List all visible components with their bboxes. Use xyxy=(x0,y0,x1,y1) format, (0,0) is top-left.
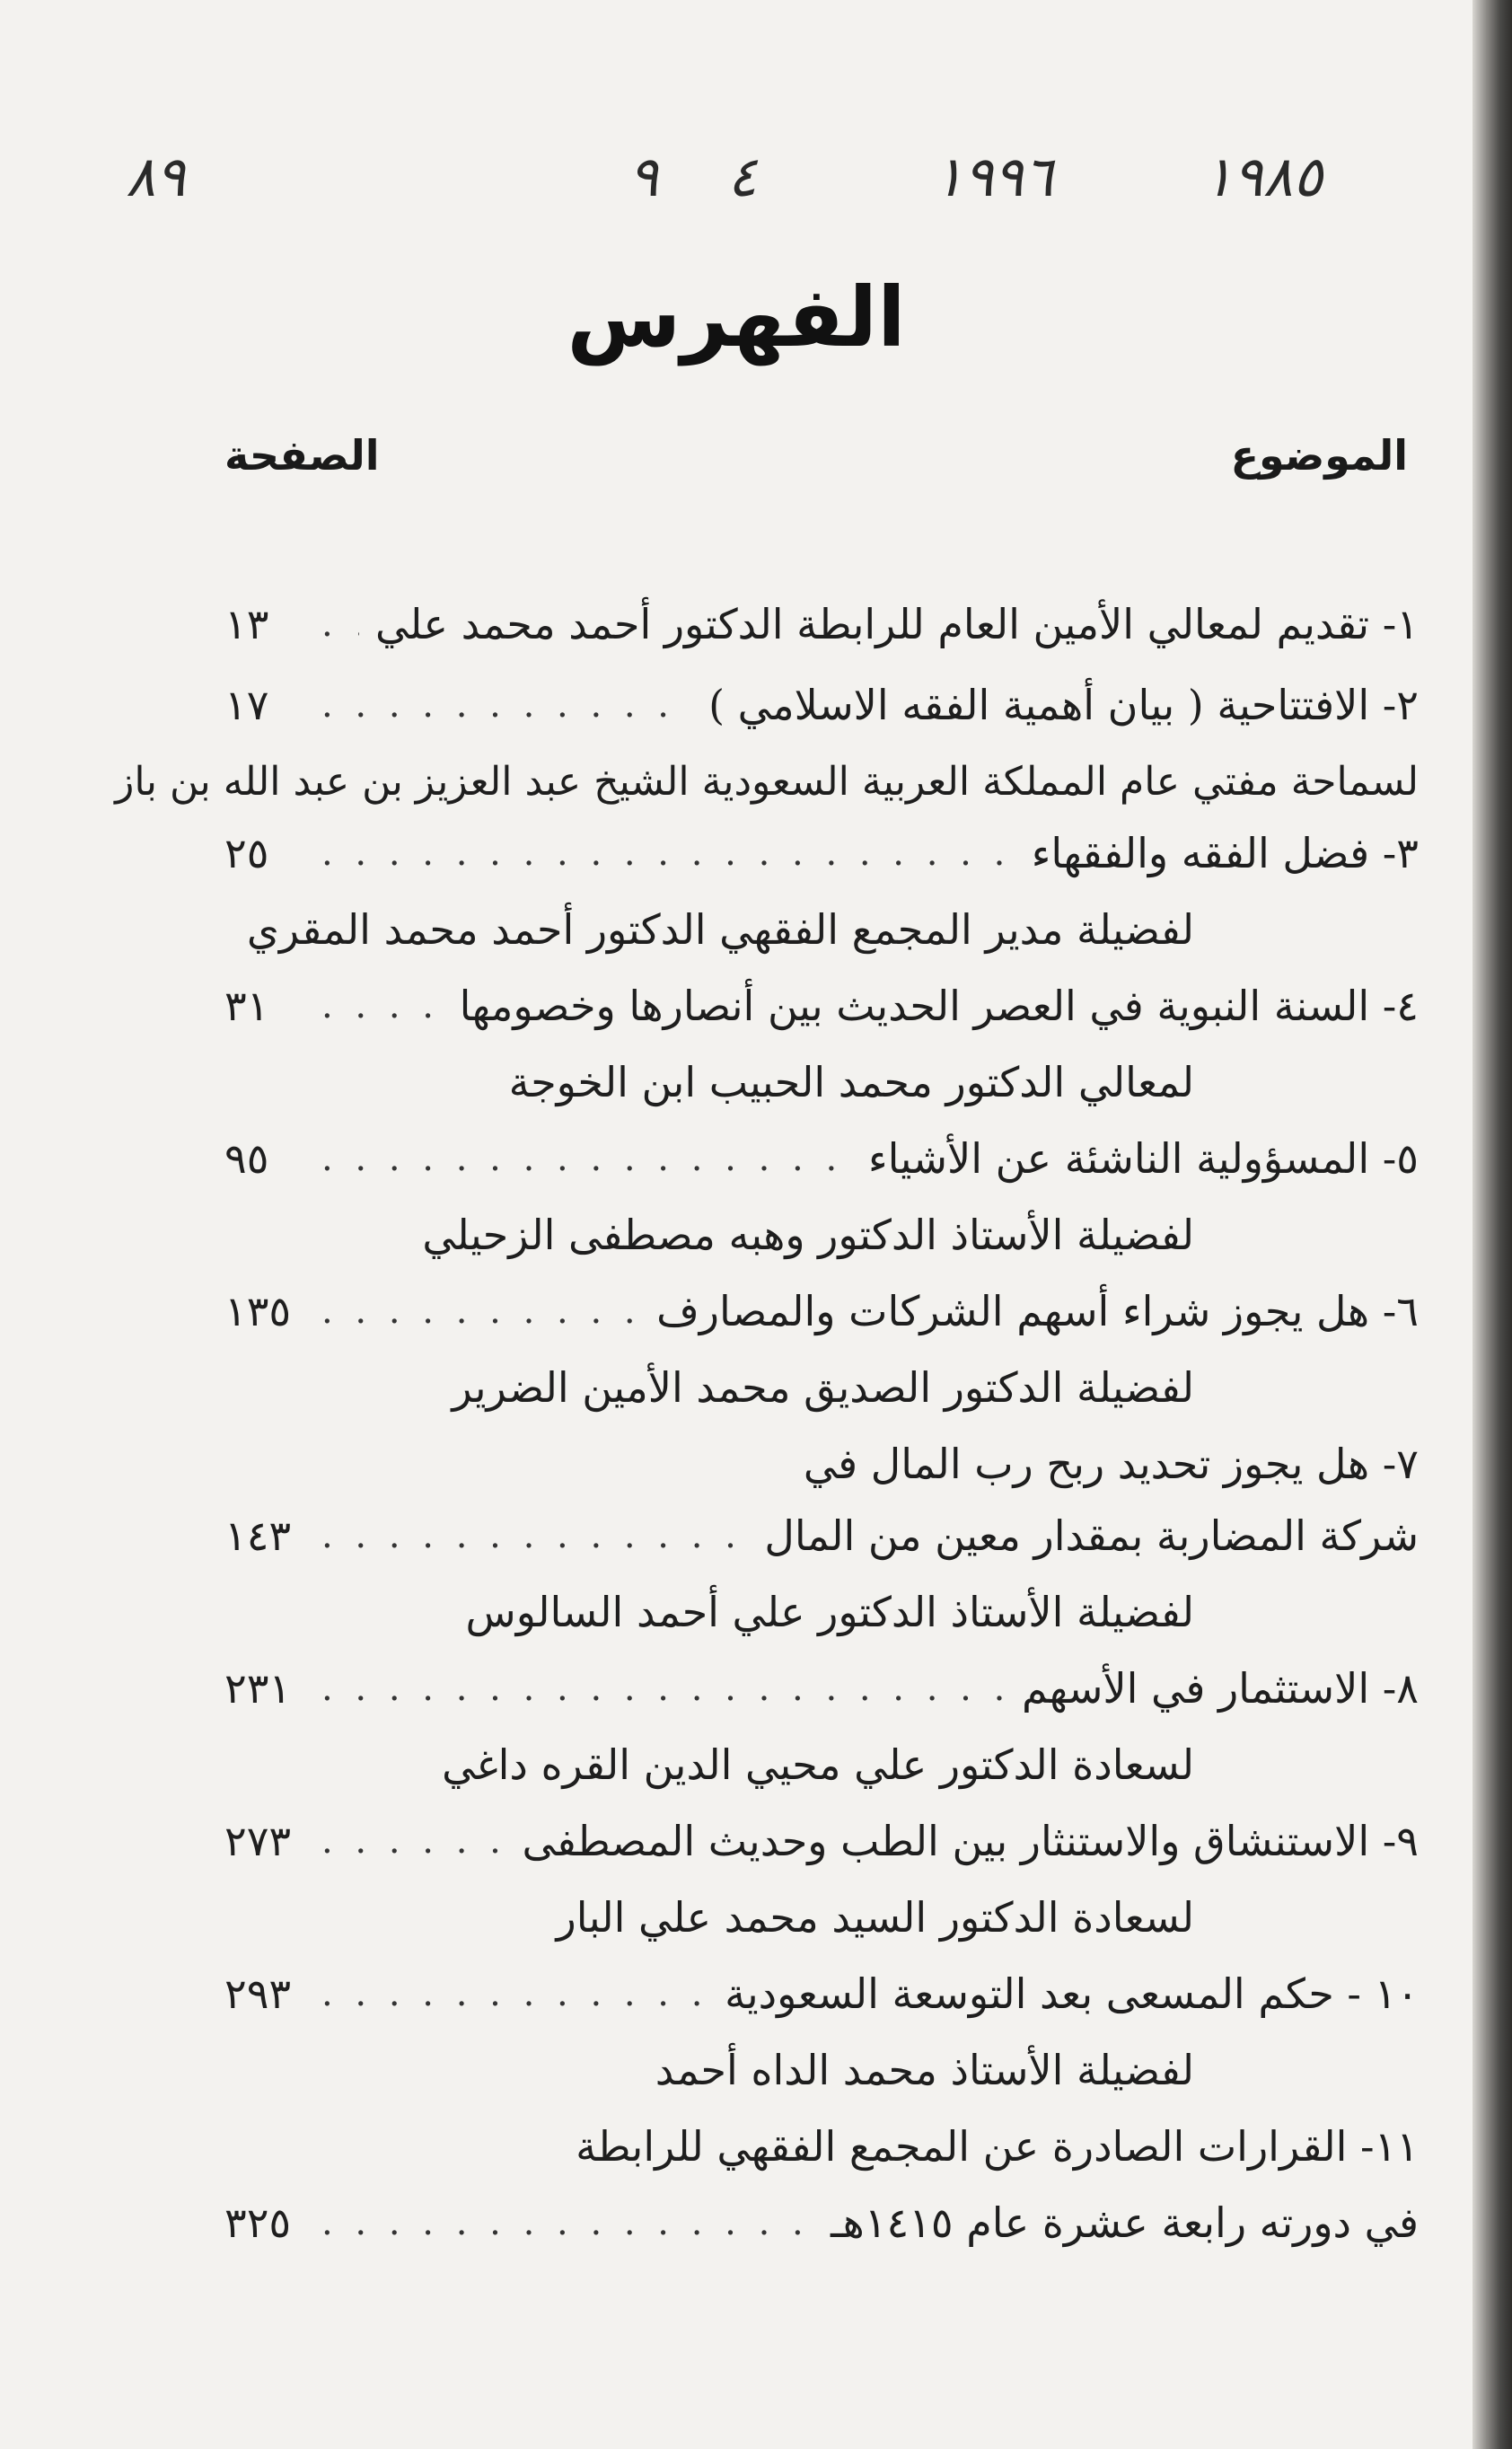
dot-leader xyxy=(321,603,359,645)
toc-entry-author: لسماحة مفتي عام المملكة العربية السعودية الشيخ عبد العزيز بن عبد الله بن باز xyxy=(115,758,1419,805)
toc-entry-author: لفضيلة الأستاذ الدكتور وهبه مصطفى الزحيلي xyxy=(422,1211,1194,1259)
toc-entry-author: لفضيلة مدير المجمع الفقهي الدكتور أحمد محمد المقري xyxy=(246,905,1194,954)
toc-entry-title: ٤- السنة النبوية في العصر الحديث بين أنصارها وخصومها xyxy=(459,982,1419,1030)
toc-entry-title: ٢- الافتتاحية ( بيان أهمية الفقه الاسلامي ) xyxy=(708,681,1419,729)
handwritten-year-1985: ١٩٨٥ xyxy=(1203,144,1323,209)
page-column-header: الصفحة xyxy=(224,431,380,480)
toc-entry-title: في دورته رابعة عشرة عام ١٤١٥هـ xyxy=(831,2198,1419,2247)
toc-entry-page: ٩٥ xyxy=(224,1134,269,1183)
topic-column-header: الموضوع xyxy=(1230,431,1408,480)
toc-entry-4 xyxy=(224,970,1419,1042)
toc-entry-1 xyxy=(224,588,1419,660)
toc-entry-title: ٨- الاستثمار في الأسهم xyxy=(1022,1664,1419,1713)
dot-leader xyxy=(321,1138,852,1179)
toc-entry-2 xyxy=(224,669,1419,741)
toc-entry-page: ٣١ xyxy=(224,982,269,1030)
toc-entry-page: ٢٥ xyxy=(224,829,269,877)
toc-entry-page: ١٣٥ xyxy=(224,1287,292,1335)
toc-entry-page: ١٤٣ xyxy=(224,1511,292,1560)
dot-leader xyxy=(321,2202,814,2243)
dot-leader xyxy=(321,1973,708,2014)
handwritten-year-1996: ١٩٩٦ xyxy=(934,144,1054,209)
toc-entry-6 xyxy=(224,1275,1419,1347)
dot-leader xyxy=(321,985,444,1026)
toc-entry-author: لمعالي الدكتور محمد الحبيب ابن الخوجة xyxy=(508,1058,1194,1106)
handwritten-note-4: ٤ xyxy=(727,144,758,209)
toc-entry-page: ٢٩٣ xyxy=(224,1969,292,2018)
dot-leader xyxy=(321,1668,1006,1709)
toc-entry-title: ٩- الاستنشاق والاستنثار بين الطب وحديث المصطفى xyxy=(522,1817,1419,1865)
toc-entry-page: ٣٢٥ xyxy=(224,2198,292,2247)
toc-entry-9 xyxy=(224,1805,1419,1877)
toc-entry-title: ٣- فضل الفقه والفقهاء xyxy=(1031,829,1419,877)
dot-leader xyxy=(321,1291,640,1332)
toc-entry-7-line-1: ٧- هل يجوز تحديد ربح رب المال في xyxy=(803,1440,1419,1488)
toc-entry-author: لسعادة الدكتور السيد محمد علي البار xyxy=(556,1893,1194,1942)
toc-entry-page: ١٣ xyxy=(224,600,269,648)
handwritten-page-number: ٨٩ xyxy=(126,144,186,209)
dot-leader xyxy=(321,684,692,726)
toc-entry-title: ٦- هل يجوز شراء أسهم الشركات والمصارف xyxy=(656,1287,1419,1335)
toc-entry-11-line-1: ١١- القرارات الصادرة عن المجمع الفقهي للرابطة xyxy=(576,2122,1419,2171)
book-binding-edge xyxy=(1472,0,1512,2449)
toc-entry-title: ١٠ - حكم المسعى بعد التوسعة السعودية xyxy=(725,1969,1419,2018)
toc-entry-author: لفضيلة الدكتور الصديق محمد الأمين الضرير xyxy=(452,1363,1194,1412)
toc-entry-8 xyxy=(224,1652,1419,1724)
toc-entry-author: لفضيلة الأستاذ محمد الداه أحمد xyxy=(655,2046,1194,2094)
toc-entry-page: ٢٧٣ xyxy=(224,1817,292,1865)
toc-entry-3 xyxy=(224,817,1419,889)
toc-entry-7 xyxy=(224,1500,1419,1572)
toc-entry-page: ٢٣١ xyxy=(224,1664,292,1713)
toc-entry-10 xyxy=(224,1958,1419,2030)
toc-entry-title: ٥- المسؤولية الناشئة عن الأشياء xyxy=(867,1134,1419,1183)
dot-leader xyxy=(321,1515,748,1556)
toc-entry-title: ١- تقديم لمعالي الأمين العام للرابطة الدكتور أحمد محمد علي xyxy=(374,600,1419,648)
dot-leader xyxy=(321,1820,506,1862)
toc-entry-11 xyxy=(224,2187,1419,2259)
toc-entry-title: شركة المضاربة بمقدار معين من المال xyxy=(764,1511,1419,1560)
toc-entry-author: لفضيلة الأستاذ الدكتور علي أحمد السالوس xyxy=(465,1588,1194,1636)
toc-entry-5 xyxy=(224,1123,1419,1194)
dot-leader xyxy=(321,832,1015,874)
toc-entry-author: لسعادة الدكتور علي محيي الدين القره داغي xyxy=(442,1740,1194,1789)
toc-entry-page: ١٧ xyxy=(224,681,269,729)
page-title: الفهرس xyxy=(567,269,906,366)
handwritten-note-9: ٩ xyxy=(629,144,659,209)
